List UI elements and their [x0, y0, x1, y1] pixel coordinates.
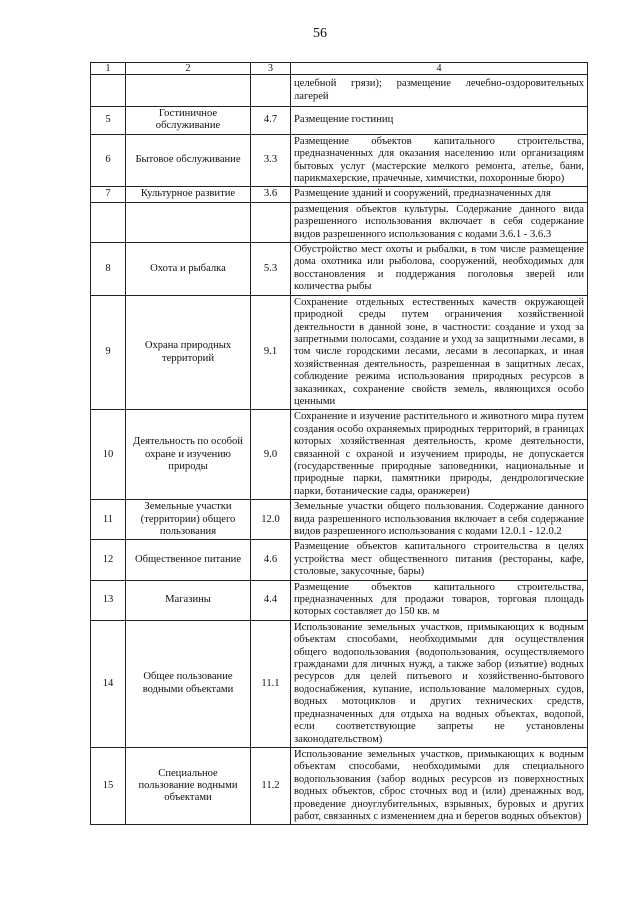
row-description: размещения объектов культуры. Содержание данного вида разрешенного использования включает в себя содержание видов разрешенного использования с кодами 3.6.1 - 3.6.3 — [291, 202, 588, 242]
header-col-4: 4 — [291, 63, 588, 75]
row-code: 4.6 — [251, 540, 291, 580]
row-description: Размещение гостиниц — [291, 107, 588, 135]
row-name: Охрана природных территорий — [126, 295, 251, 410]
row-description: Размещение объектов капитального строительства, предназначенных для оказания населению или организациям бытовых услуг (мастерские мелкого ремонта, ателье, бани, парикмахерские, прачечные, химчистки, похоронные бюро) — [291, 134, 588, 187]
row-code: 11.2 — [251, 747, 291, 824]
table-row — [91, 134, 588, 187]
row-description: Сохранение и изучение растительного и животного мира путем создания особо охраняемых природных территорий, в границах которых хозяйственная деятельность, кроме деятельности, связанной с охраной и изучением природы, не допускается (государственные природные заповедники, национальные и природные парки, памятники природы, дендрологические парки, ботанические сады, оранжереи) — [291, 410, 588, 500]
row-code: 4.7 — [251, 107, 291, 135]
row-number: 9 — [91, 295, 126, 410]
row-name: Земельные участки (территории) общего пользования — [126, 500, 251, 540]
table-row — [91, 580, 588, 620]
row-name: Культурное развитие — [126, 187, 251, 202]
header-col-3: 3 — [251, 63, 291, 75]
row-number: 15 — [91, 747, 126, 824]
row-description: Использование земельных участков, примыкающих к водным объектам способами, необходимыми для осуществления общего водопользования (водопользования, осуществляемого гражданами для личных нужд, а также забор (изъятие) водных ресурсов для целей питьевого и хозяйственно-бытового водоснабжения, купание, использование маломерных судов, водных мотоциклов и других технических средств, предназначенных для отдыха на водных объектах, водопой, если соответствующие запреты не установлены законодательством) — [291, 620, 588, 747]
row-name: Бытовое обслуживание — [126, 134, 251, 187]
row-name: Гостиничное обслуживание — [126, 107, 251, 135]
row-code: 3.6 — [251, 187, 291, 202]
row-description: Обустройство мест охоты и рыбалки, в том числе размещение дома охотника или рыболова, сооружений, необходимых для восстановления и поддержания поголовья зверей или количества рыбы — [291, 243, 588, 296]
row-name — [126, 202, 251, 242]
row-description: Использование земельных участков, примыкающих к водным объектам способами, необходимыми для специального водопользования (забор водных ресурсов из поверхностных водных объектов, сброс сточных вод и (или) дренажных вод, проведение дноуглубительных, взрывных, буровых и других работ, связанных с изменением дна и берегов водных объектов) — [291, 747, 588, 824]
row-code — [251, 202, 291, 242]
row-name: Специальное пользование водными объектами — [126, 747, 251, 824]
row-number: 5 — [91, 107, 126, 135]
row-number: 6 — [91, 134, 126, 187]
row-number: 8 — [91, 243, 126, 296]
row-code: 4.4 — [251, 580, 291, 620]
row-description: Сохранение отдельных естественных качеств окружающей природной среды путем ограничения хозяйственной деятельности в данной зоне, в частности: создание и уход за запретными полосами, создание и уход за защитными лесами, в том числе городскими лесами, лесами в лесопарках, и иная хозяйственная деятельность, разрешенная в защитных лесах, соблюдение режима использования природных ресурсов в заказниках, сохранение свойств земель, являющихся особо ценными — [291, 295, 588, 410]
table-header-row — [91, 63, 588, 75]
row-description: Размещение зданий и сооружений, предназначенных для — [291, 187, 588, 202]
table-row — [91, 500, 588, 540]
table-row — [91, 540, 588, 580]
table-row — [91, 187, 588, 202]
row-code: 5.3 — [251, 243, 291, 296]
row-name: Охота и рыбалка — [126, 243, 251, 296]
row-name: Общественное питание — [126, 540, 251, 580]
table-row — [91, 620, 588, 747]
row-code: 12.0 — [251, 500, 291, 540]
row-name: Деятельность по особой охране и изучению природы — [126, 410, 251, 500]
row-number — [91, 75, 126, 107]
row-number: 10 — [91, 410, 126, 500]
row-number: 11 — [91, 500, 126, 540]
row-code — [251, 75, 291, 107]
row-number: 13 — [91, 580, 126, 620]
table-row — [91, 243, 588, 296]
row-description: Размещение объектов капитального строительства, предназначенных для продажи товаров, торговая площадь которых составляет до 150 кв. м — [291, 580, 588, 620]
land-use-table — [90, 62, 588, 825]
row-number: 12 — [91, 540, 126, 580]
row-name: Общее пользование водными объектами — [126, 620, 251, 747]
row-number — [91, 202, 126, 242]
table-row — [91, 747, 588, 824]
row-name — [126, 75, 251, 107]
table-row — [91, 295, 588, 410]
row-code: 11.1 — [251, 620, 291, 747]
row-code: 3.3 — [251, 134, 291, 187]
page-number: 56 — [313, 26, 327, 41]
table-row — [91, 202, 588, 242]
row-code: 9.0 — [251, 410, 291, 500]
row-description: Размещение объектов капитального строительства в целях устройства мест общественного питания (рестораны, кафе, столовые, закусочные, бары) — [291, 540, 588, 580]
header-col-2: 2 — [126, 63, 251, 75]
table-row — [91, 410, 588, 500]
table-row — [91, 107, 588, 135]
row-number: 7 — [91, 187, 126, 202]
row-name: Магазины — [126, 580, 251, 620]
header-col-1: 1 — [91, 63, 126, 75]
row-description: целебной грязи); размещение лечебно-оздоровительных лагерей — [291, 75, 588, 107]
row-number: 14 — [91, 620, 126, 747]
row-code: 9.1 — [251, 295, 291, 410]
table-row — [91, 75, 588, 107]
row-description: Земельные участки общего пользования. Содержание данного вида разрешенного использования включает в себя содержание видов разрешенного использования с кодами 12.0.1 - 12.0.2 — [291, 500, 588, 540]
